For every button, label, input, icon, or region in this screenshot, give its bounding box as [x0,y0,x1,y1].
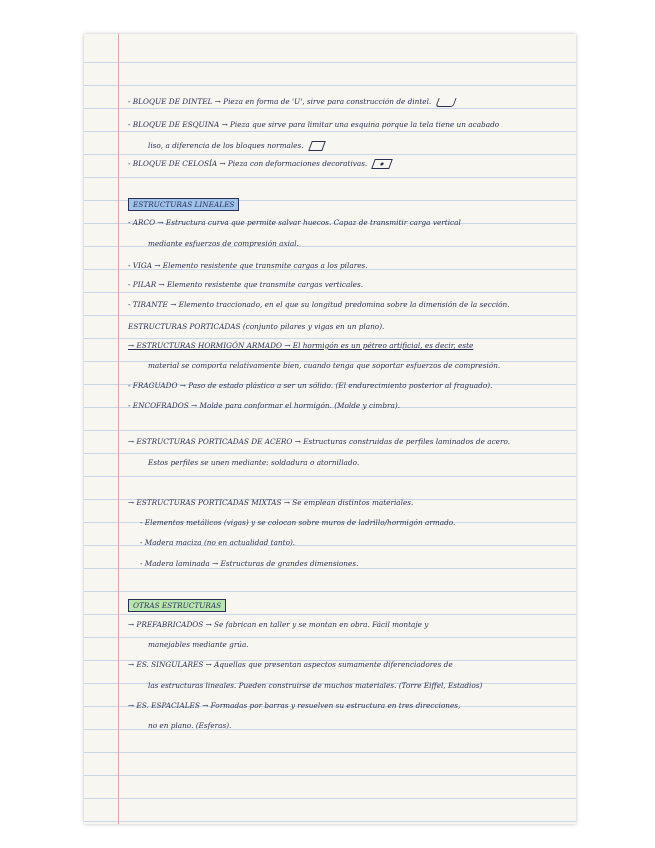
note-line-viga: - VIGA → Elemento resistente que transmite cargas a los pilares. [128,261,368,270]
note-line-metalicos: - Elementos metálicos (vigas) y se colocan sobre muros de ladrillo/hormigón armado. [140,518,456,527]
lattice-block-sketch-icon [371,159,393,169]
margin-line [118,34,119,824]
corner-block-sketch-icon [308,141,326,151]
note-line-pilar: - PILAR → Elemento resistente que transmite cargas verticales. [128,280,364,289]
note-line-singulares: → ES. SINGULARES → Aquellas que presentan aspectos sumamente diferenciadores de [128,660,453,669]
note-line-arco-cont: mediante esfuerzos de compresión axial. [148,239,299,248]
note-line-madera-maciza: - Madera maciza (no en actualidad tanto). [140,538,296,547]
note-line-acero: → ESTRUCTURAS PORTICADAS DE ACERO → Estructuras construidas de perfiles laminados de acero. [128,437,511,446]
note-line-prefabricados-cont: manejables mediante grúa. [148,640,249,649]
note-line-mixtas: → ESTRUCTURAS PORTICADAS MIXTAS → Se emplean distintos materiales. [128,498,414,507]
dintel-block-sketch-icon [436,98,457,107]
note-line-acero-cont: Estos perfiles se unen mediante: soldadura o atornillado. [148,458,360,467]
note-line-arco: - ARCO → Estructura curva que permite salvar huecos. Capaz de transmitir carga vertical [128,218,461,227]
note-line-hormigon-cont: material se comporta relativamente bien, cuando tenga que soportar esfuerzos de compresión. [148,361,501,370]
note-line-madera-laminada: - Madera laminada → Estructuras de grandes dimensiones. [140,559,359,568]
note-line-tirante: - TIRANTE → Elemento traccionado, en el que su longitud predomina sobre la dimensión de la sección. [128,300,510,309]
note-line-espaciales-cont: no en plano. (Esferas). [148,721,232,730]
note-line-celosia: - BLOQUE DE CELOSÍA → Pieza con deformaciones decorativas. [128,158,570,170]
note-line-hormigon-armado: → ESTRUCTURAS HORMIGÓN ARMADO → El hormigón es un pétreo artificial, es decir, este [128,341,474,350]
note-line-encofrados: - ENCOFRADOS → Molde para conformar el hormigón. (Molde y cimbra). [128,401,401,410]
heading-estructuras-lineales: ESTRUCTURAS LINEALES [128,198,570,211]
heading-otras-estructuras: OTRAS ESTRUCTURAS [128,599,570,612]
note-line-fraguado: - FRAGUADO → Paso de estado plástico a ser un sólido. (El endurecimiento posterior al fraguado). [128,381,493,390]
note-line-prefabricados: → PREFABRICADOS → Se fabrican en taller y se montan en obra. Fácil montaje y [128,620,429,629]
note-line-espaciales: → ES. ESPACIALES → Formadas por barras y resuelven su estructura en tres direcciones, [128,701,461,710]
note-line-esquina-cont: liso, a diferencia de los bloques normales. [148,140,570,152]
note-line-porticadas: ESTRUCTURAS PORTICADAS (conjunto pilares y vigas en un plano). [128,322,385,331]
note-line-singulares-cont: las estructuras lineales. Pueden construirse de muchos materiales. (Torre Eiffel, Estadios) [148,681,483,690]
note-line-dintel: - BLOQUE DE DINTEL → Pieza en forma de 'U', sirve para construcción de dintel. [128,96,570,108]
note-line-esquina: - BLOQUE DE ESQUINA → Pieza que sirve para limitar una esquina porque la tela tiene un acabado [128,120,500,129]
notebook-page [84,34,576,824]
